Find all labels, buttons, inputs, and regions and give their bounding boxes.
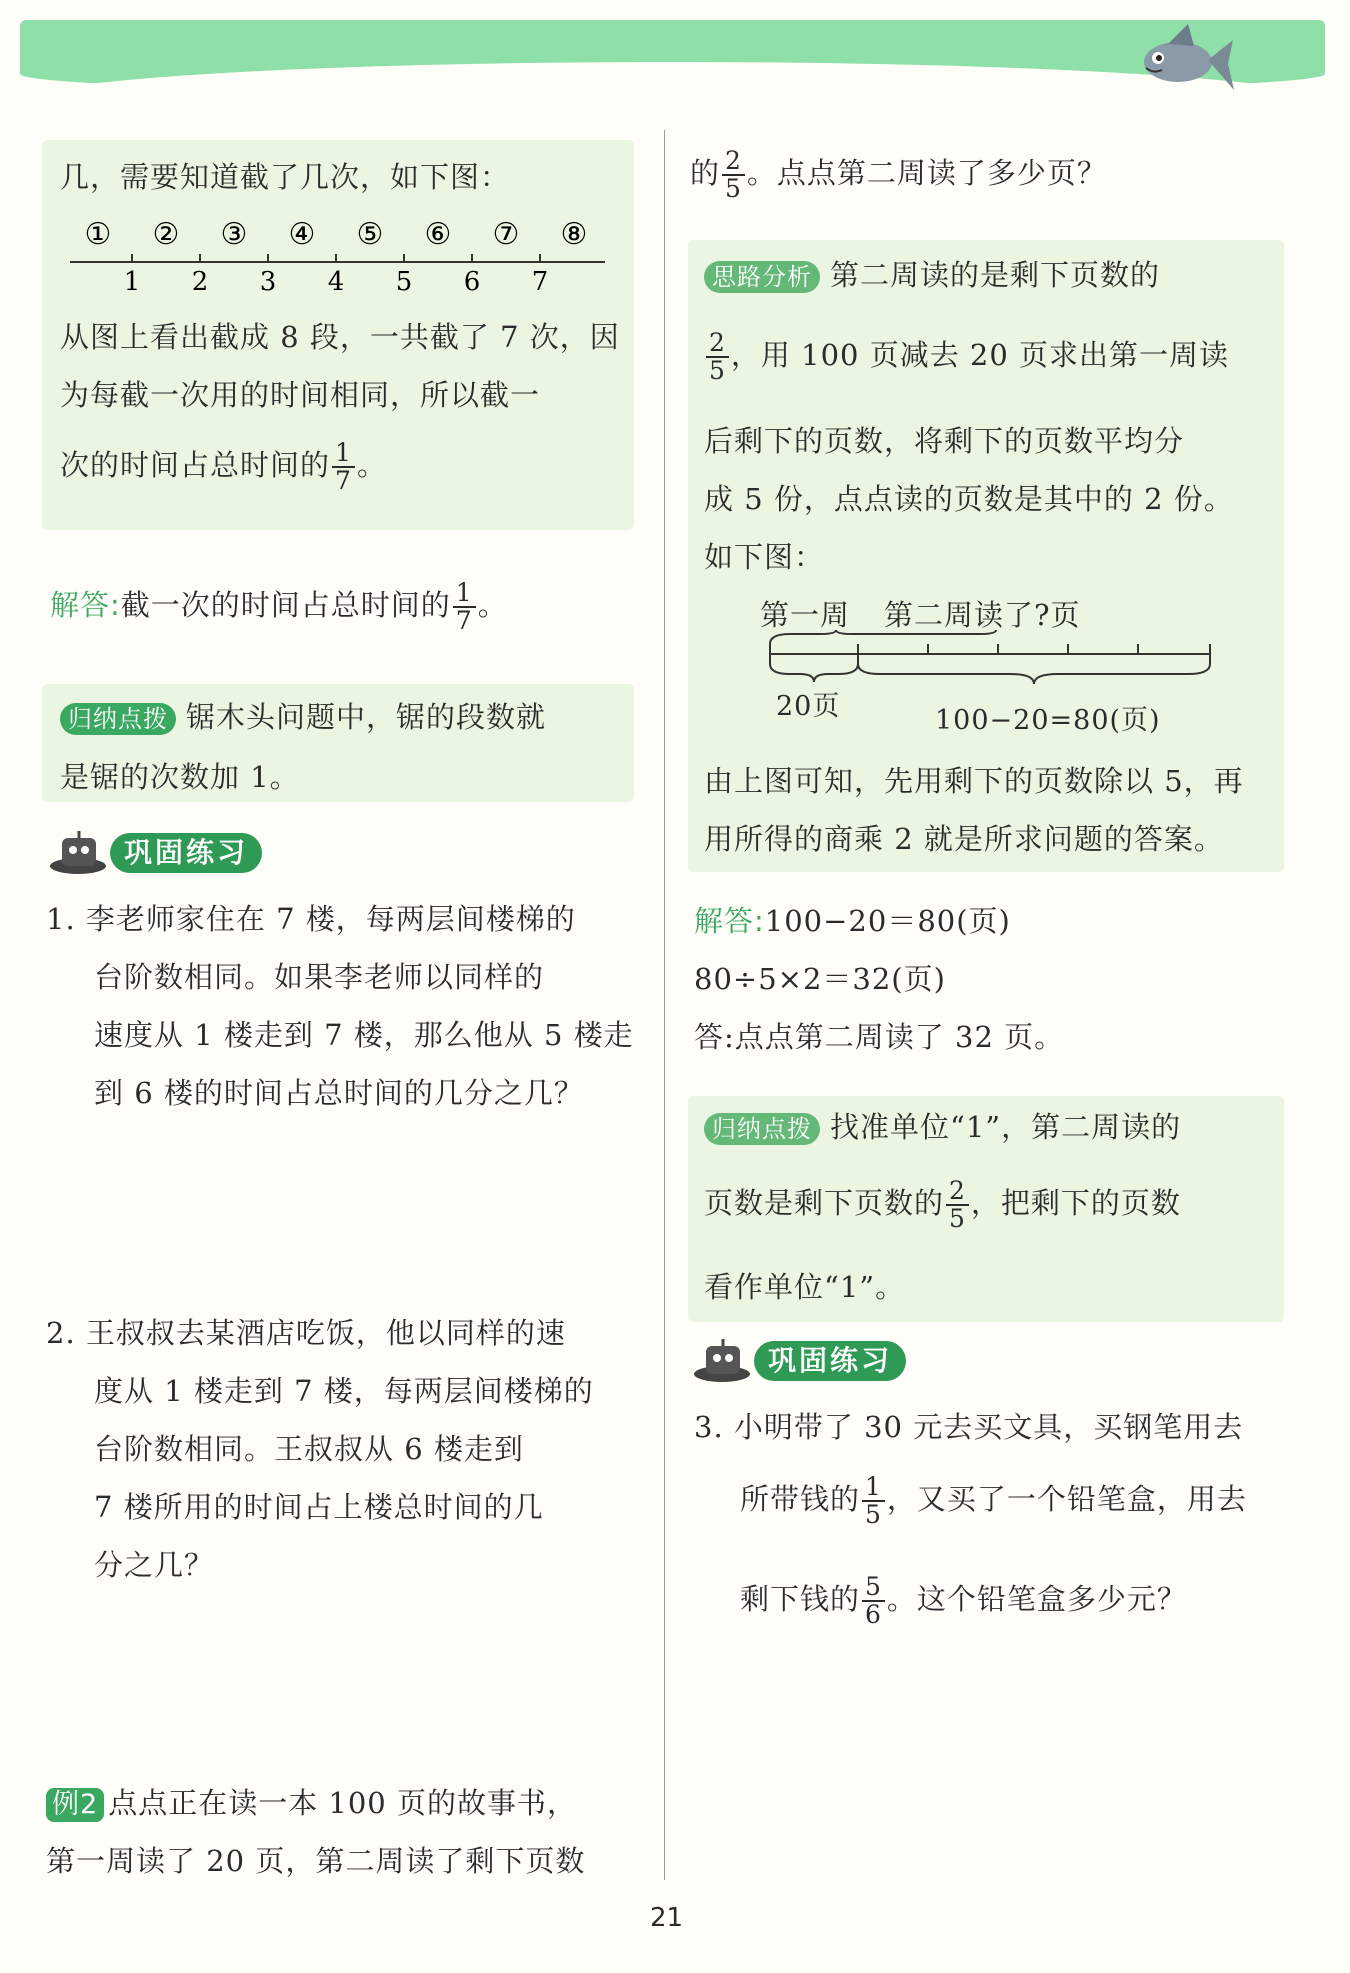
robot-icon [46,830,110,876]
segment-label: ⑦ [492,217,520,252]
analysis-line-2: $\frac{2}{5}$ ，用 100 页减去 20 页求出第一周读 [704,330,1229,384]
right-tip-line-3: 看作单位“1”。 [704,1270,906,1304]
tip-tag: 归纳点拨 [704,1113,820,1145]
right-answer-line-3: 答:点点第二周读了 32 页。 [694,1020,1065,1054]
fraction: $\frac{2}{5}$ [722,148,745,202]
robot-icon [690,1338,754,1384]
example-2-line-2: 第一周读了 20 页，第二周读了剩下页数 [46,1844,586,1878]
column-divider [664,130,665,1880]
fraction: $\frac{1}{5}$ [862,1474,885,1528]
diagram-week1-label: 第一周 [760,598,851,632]
explanation-line-4: 次的时间占总时间的 $\frac{1}{7}$ 。 [60,438,387,495]
left-answer: 解答:截一次的时间占总时间的 $\frac{1}{7}$ 。 [50,578,508,635]
segment-label: ③ [220,217,248,252]
answer-label: 解答: [50,588,121,622]
tick-label: 5 [395,267,413,297]
fraction: $\frac{5}{6}$ [862,1574,885,1628]
fraction: $\frac{1}{7}$ [453,580,476,634]
analysis-line-4: 成 5 份，点点读的页数是其中的 2 份。 [704,482,1234,516]
tip-tag: 归纳点拨 [60,703,176,735]
left-tip-line-1: 归纳点拨 锯木头问题中，锯的段数就 [60,700,546,735]
explanation-line-2: 从图上看出截成 8 段，一共截了 7 次，因 [60,320,620,354]
analysis-line-5: 如下图： [704,540,825,574]
tick-label: 4 [327,267,345,297]
analysis-line-7: 用所得的商乘 2 就是所求问题的答案。 [704,822,1224,856]
tick-label: 7 [531,267,549,297]
left-practice-header [46,830,262,876]
practice-title: 巩固练习 [110,833,262,873]
diagram-20-pages: 20页 [776,691,841,722]
example-2-continuation: 的 $\frac{2}{5}$ 。点点第二周读了多少页？ [690,146,1107,203]
analysis-tag: 思路分析 [704,261,820,293]
fish-icon [1128,20,1238,100]
segment-labels [85,217,588,252]
number-line-diagram [60,210,620,300]
right-answer-line-2: 80÷5×2＝32(页) [694,962,946,996]
left-tip-line-2: 是锯的次数加 1。 [60,760,300,794]
tick-label: 1 [123,267,141,297]
tick-labels [124,254,549,297]
tick-label: 3 [259,267,277,297]
diagram-remaining-pages: 100−20=80(页) [935,705,1161,736]
segment-label: ② [152,217,180,252]
right-tip-line-2: 页数是剩下页数的 $\frac{2}{5}$ ，把剩下的页数 [704,1176,1181,1233]
analysis-line-6: 由上图可知，先用剩下的页数除以 5，再 [704,764,1244,798]
example-2-line-1: 例2 点点正在读一本 100 页的故事书， [46,1786,577,1822]
example-tag: 例2 [46,1788,104,1822]
segment-label: ⑥ [424,217,452,252]
diagram-week2-label: 第二周读了?页 [884,598,1081,632]
practice-title: 巩固练习 [754,1341,906,1381]
tick-label: 2 [191,267,209,297]
fraction: $\frac{2}{5}$ [946,1178,969,1232]
right-answer-line-1: 解答:100−20＝80(页) [694,904,1011,938]
fraction: $\frac{2}{5}$ [706,330,729,384]
answer-label: 解答: [694,904,765,938]
right-tip-line-1: 归纳点拨 找准单位“1”，第二周读的 [704,1110,1181,1145]
segment-label: ① [84,217,112,252]
segment-label: ④ [288,217,316,252]
tick-label: 6 [463,267,481,297]
analysis-line-3: 后剩下的页数，将剩下的页数平均分 [704,424,1185,458]
segment-label: ⑧ [560,217,588,252]
explanation-line-3: 为每截一次用的时间相同，所以截一 [60,378,541,412]
analysis-line-1: 思路分析 第二周读的是剩下页数的 [704,258,1160,293]
fraction: $\frac{1}{7}$ [332,440,355,494]
explanation-line-1: 几，需要知道截了几次，如下图： [60,160,511,194]
explanation-line-4-text: 次的时间占总时间的 [60,448,331,482]
page-number: 21 [650,1903,684,1933]
right-practice-header [690,1338,906,1384]
segment-label: ⑤ [356,217,384,252]
